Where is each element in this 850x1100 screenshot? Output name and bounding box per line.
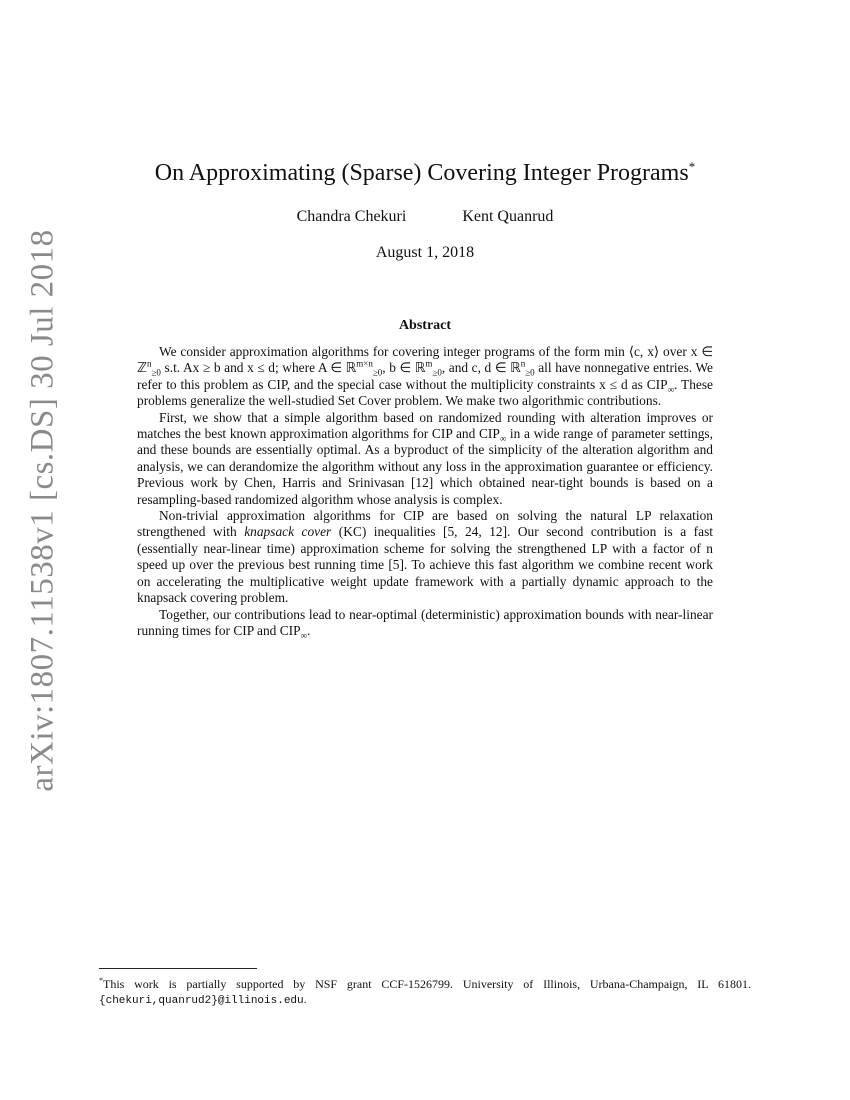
footnote-mark: * <box>99 976 103 985</box>
abstract-body <box>137 344 713 639</box>
subscript: ≥0 <box>432 368 442 379</box>
author-name: Kent Quanrud <box>462 208 554 225</box>
footnote <box>99 973 751 1009</box>
footnote-text: This work is partially supported by NSF grant CCF-1526799. University of Illinois, Urbana-Champaign, IL 61801. <box>103 977 751 991</box>
text-run: . These problems generalize the well-studied Set Cover problem. We make two algorithmic contributions. <box>137 376 714 409</box>
abstract-paragraph <box>137 410 713 508</box>
text-run: s.t. Ax ≥ b and x ≤ d; where A ∈ ℝ <box>160 360 357 376</box>
text-run: First, we show that a simple algorithm based on randomized rounding with alteration improves or matches the best known approximation algorithms for CIP and CIP <box>137 409 713 442</box>
paper-date: August 1, 2018 <box>375 244 475 261</box>
arxiv-identifier-stamp <box>18 228 68 792</box>
text-run: all have nonnegative entries. We refer to this problem as CIP, and the special case without the multiplicity constraints x ≤ d as CIP <box>137 360 714 392</box>
footnote-end: . <box>303 992 307 1006</box>
title-footnote-mark[interactable]: * <box>688 159 696 174</box>
paper-title-text: On Approximating (Sparse) Covering Integer Programs <box>154 160 689 186</box>
abstract-paragraph <box>137 508 713 606</box>
author-emails[interactable]: {chekuri,quanrud2}@illinois.edu <box>99 995 304 1007</box>
subscript: ≥0 <box>525 368 535 379</box>
superscript: m×n <box>356 358 373 369</box>
arxiv-id-text: arXiv:1807.11538v1 [cs.DS] 30 Jul 2018 <box>24 228 61 792</box>
subscript: ∞ <box>499 433 507 444</box>
text-run: Non-trivial approximation algorithms for CIP are based on solving the natural LP relaxation strengthened with <box>137 508 713 540</box>
subscript: ∞ <box>667 384 674 395</box>
superscript: n <box>520 358 526 369</box>
text-run: in a wide range of parameter settings, and these bounds are essentially optimal. As a byproduct of the simplicity of the alteration algorithm and analysis, we can derandomize the algorithm without any loss in the approximation guarantee or efficiency. Previous work by Chen, Harris and Srinivasan [12] which obtained near-tight bounds is based on a resampling-based randomized algorithm whose analysis is complex. <box>137 426 713 507</box>
text-run: Together, our contributions lead to near-optimal (deterministic) approximation bounds with near-linear running times for CIP and CIP <box>137 606 713 638</box>
abstract-paragraph <box>137 607 713 640</box>
paper-title <box>120 152 730 188</box>
text-run: , and c, d ∈ ℝ <box>441 360 521 376</box>
footnote-divider <box>99 968 257 969</box>
text-run: (KC) inequalities [5, 24, 12]. Our second contribution is a fast (essentially near-linear time) approximation scheme for solving the strengthened LP with a factor of n speed up over the previous best running time [5]. To achieve this fast algorithm we combine recent work on accelerating the multiplicative weight update framework with a partially dynamic approach to the knapsack covering problem. <box>137 524 713 606</box>
subscript: ≥0 <box>151 368 161 379</box>
author-name: Chandra Chekuri <box>296 208 407 225</box>
italic-term: knapsack cover <box>244 524 332 540</box>
abstract-heading: Abstract <box>398 318 452 333</box>
subscript: ∞ <box>300 630 307 641</box>
abstract-paragraph <box>137 344 713 410</box>
author-list <box>120 208 730 226</box>
superscript: m <box>425 358 433 369</box>
subscript: ≥0 <box>372 368 383 379</box>
text-run: . <box>306 622 311 638</box>
text-run: , b ∈ ℝ <box>382 360 426 376</box>
text-run: We consider approximation algorithms for covering integer programs of the form min ⟨c, x⟩ over x ∈ ℤ <box>137 344 713 376</box>
superscript: n <box>146 358 152 369</box>
